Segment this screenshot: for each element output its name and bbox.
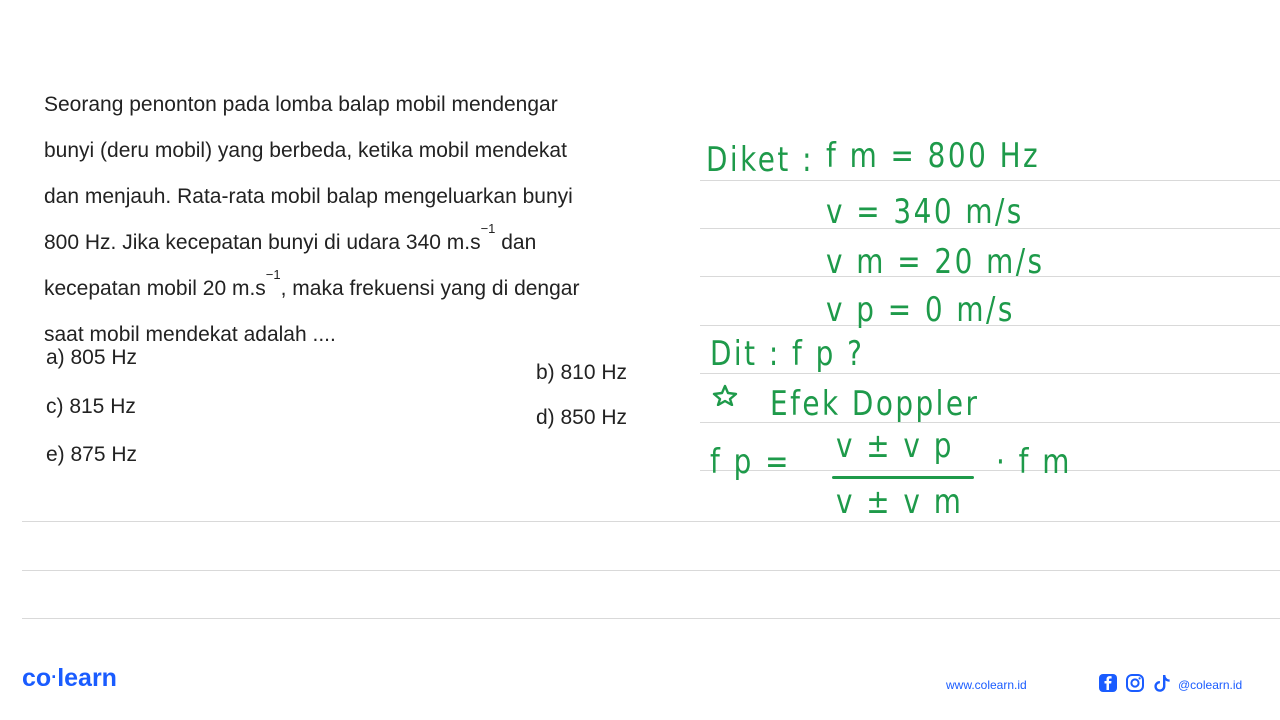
option-c: c) 815 Hz: [46, 395, 136, 418]
ruled-line: [22, 618, 1280, 619]
question-line: [44, 266, 694, 312]
superscript: −1: [480, 221, 496, 236]
doppler-heading: Efek Doppler: [770, 384, 980, 424]
option-b: b) 810 Hz: [536, 361, 628, 384]
brand-dot: ·: [51, 667, 58, 687]
question-text: [44, 82, 694, 358]
colearn-logo: [22, 664, 117, 693]
tiktok-icon[interactable]: [1152, 673, 1172, 693]
social-handle[interactable]: @colearn.id: [1178, 678, 1243, 692]
fraction-bar: [832, 476, 974, 479]
given-vp: v p = 0 m/s: [826, 290, 1015, 330]
ruled-line: [22, 521, 1280, 522]
facebook-icon[interactable]: [1098, 673, 1118, 693]
question-fragment: , maka frekuensi yang di dengar: [280, 277, 580, 300]
diket-label: Diket :: [706, 140, 814, 180]
formula-lhs: f p =: [710, 442, 791, 482]
question-fragment: 800 Hz. Jika kecepatan bunyi di udara 340 m.s: [44, 231, 481, 254]
question-fragment: dan: [495, 231, 537, 254]
question-line: dan menjauh. Rata-rata mobil balap mengeluarkan bunyi: [44, 185, 573, 208]
question-fragment: kecepatan mobil 20 m.s: [44, 277, 266, 300]
question-line: bunyi (deru mobil) yang berbeda, ketika mobil mendekat: [44, 139, 567, 162]
question-line: saat mobil mendekat adalah ....: [44, 323, 336, 346]
given-v: v = 340 m/s: [826, 192, 1024, 232]
formula-times-fm: · f m: [996, 442, 1072, 482]
formula-numerator: v ± v p: [836, 426, 954, 466]
formula-denominator: v ± v m: [836, 482, 964, 522]
option-e: e) 875 Hz: [46, 443, 138, 466]
option-d: d) 850 Hz: [536, 406, 628, 429]
instagram-icon[interactable]: [1125, 673, 1145, 693]
ruled-line: [700, 180, 1280, 181]
brand-text: co: [22, 664, 52, 692]
brand-text: learn: [57, 664, 117, 692]
website-link[interactable]: www.colearn.id: [946, 678, 1027, 692]
ruled-line: [22, 570, 1280, 571]
option-a: a) 805 Hz: [46, 346, 138, 369]
asked-fp: Dit : f p ?: [710, 334, 865, 374]
star-bullet-icon: [712, 384, 738, 406]
superscript: −1: [265, 267, 281, 282]
given-vm: v m = 20 m/s: [826, 242, 1045, 282]
given-fm: f m = 800 Hz: [826, 136, 1041, 176]
question-line: [44, 220, 694, 266]
question-line: Seorang penonton pada lomba balap mobil mendengar: [44, 93, 558, 116]
